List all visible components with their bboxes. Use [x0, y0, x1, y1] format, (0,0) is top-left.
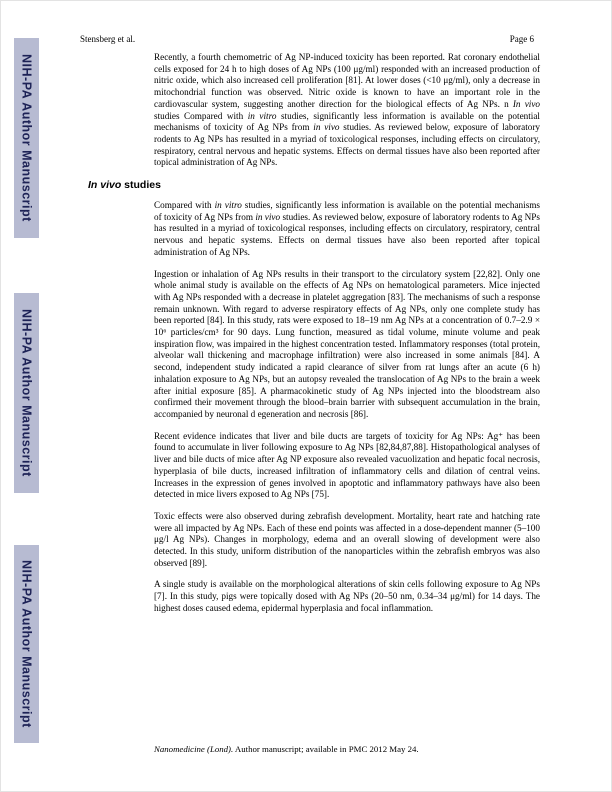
text-run: studies. As reviewed below, exposure of laboratory rodents to Ag NPs has resulted in a myriad of toxicological responses, including effects on circulatory, respiratory, central nervous and hepatic systems. Effects on dermal tissues have also been reported after topical administration of Ag NPs. — [154, 122, 540, 168]
nihpa-watermark-text: NIH-PA Author Manuscript — [19, 54, 34, 222]
running-header — [80, 34, 534, 44]
text-run: studies. As reviewed below, exposure of laboratory rodents to Ag NPs has resulted in a myriad of toxicological responses, including effects on circulatory, respiratory, central nervous and hepatic systems. Effects on dermal tissues have also been reported after topical administration of Ag NPs. — [154, 211, 540, 257]
paragraph — [154, 511, 540, 570]
paragraph — [154, 200, 540, 259]
text-run: in vivo — [255, 211, 281, 222]
paragraph — [154, 431, 540, 501]
text-run: Recent evidence indicates that liver and bile ducts are targets of toxicity for Ag NPs: Ag⁺ has been found to accumulate in liver following exposure to Ag NPs [82,84,87,88]. Histopathological analyses of liver and bile ducts of mice after Ag NP exposure also revealed vacuolization and hepatic focal necrosis, hyperplasia of bile ducts, increased infiltration of inflammatory cells and dilation of central veins. Increases in the expression of genes involved in apoptotic and inflammatory pathways have also been detected in mice livers exposed to Ag NPs [75]. — [154, 430, 540, 500]
text-run: In vivo — [88, 179, 122, 192]
paragraph-group — [88, 52, 540, 169]
text-run: in vivo — [313, 122, 340, 133]
text-run: Recently, a fourth chemometric of Ag NP-induced toxicity has been reported. Rat coronary endothelial cells exposed for 24 h to high doses of Ag NPs (100 μg/ml) responded with an increased production of nitric oxide, which also increased cell proliferation [81]. At lower doses (<10 μg/ml), only a decrease in mitochondrial function was observed. Nitric oxide is known to have an important role in the cardiovascular system, suggesting another direction for the biological effects of Ag NPs. n — [154, 52, 540, 109]
nihpa-watermark-text: NIH-PA Author Manuscript — [19, 309, 34, 477]
section-in-vivo-studies — [88, 179, 540, 615]
footer-citation — [154, 744, 419, 754]
paragraph — [154, 52, 540, 169]
text-run: Toxic effects were also observed during zebrafish development. Mortality, heart rate and hatching rate were all impacted by Ag NPs. Each of these end points was affected in a dose-dependent manner (5–100 μg/l Ag NPs). Changes in morphology, edema and an overall slowing of development were also detected. In this study, uniform distribution of the nanoparticles within the zebrafish embryos was also observed [89]. — [154, 510, 540, 568]
text-run: Ingestion or inhalation of Ag NPs results in their transport to the circulatory system [22,82]. Only one whole animal study is available on the effects of Ag NPs on hematological parameters. Mice injected with Ag NPs responded with a decrease in platelet aggregation [83]. The mechanisms of such a response remain unknown. With regard to adverse respiratory effects of Ag NPs, only one complete study has been reported [84]. In this study, rats were exposed to 18–19 nm Ag NPs at a concentration of 0.7–2.9 × 10⁶ particles/cm³ for 90 days. Lung function, measured as tidal volume, minute volume and peak inspiration flow, was impaired in the highest concentration tested. Inflammatory responses (total protein, alveolar wall thickening and macrophage infiltration) were also increased in some animals [84]. A second, independent study indicated a rapid clearance of silver from rat lungs after an acute (6 h) inhalation exposure to Ag NPs, but an autopsy revealed the translocation of Ag NPs to the brain a week after initial exposure [85]. A pharmacokinetic study of Ag NPs injected into the bloodstream also confirmed their movement through the blood–brain barrier with subsequent accumulation in the brain, accompanied by neuronal d egeneration and necrosis [86]. — [154, 268, 540, 419]
text-run: in vitro — [247, 110, 277, 121]
nihpa-watermark-text: NIH-PA Author Manuscript — [19, 560, 34, 728]
section-intro — [88, 52, 540, 169]
text-run: Author manuscript; available in PMC 2012 May 24. — [233, 744, 419, 754]
text-run: Compared with — [154, 200, 215, 211]
text-run: studies — [121, 179, 161, 192]
nihpa-watermark-bar — [14, 293, 39, 493]
text-run: studies, significantly less information is available on the potential mechanisms of toxicity of Ag NPs from — [154, 200, 540, 222]
text-run: A single study is available on the morphological alterations of skin cells following exposure to Ag NPs [7]. In this study, pigs were topically dosed with Ag NPs (20–50 nm, 0.34–34 μg/ml) for 14 days. The highest doses caused edema, epidermal hyperplasia and focal inflammation. — [154, 579, 540, 613]
page-body — [88, 52, 540, 625]
nihpa-watermark-bar — [14, 545, 39, 743]
nihpa-watermark-bar — [14, 38, 39, 238]
paragraph — [154, 269, 540, 421]
section-heading — [88, 179, 540, 191]
text-run: Nanomedicine (Lond). — [154, 744, 234, 754]
text-run: in vitro — [214, 200, 242, 211]
text-run: In vivo — [512, 98, 540, 109]
paragraph — [154, 579, 540, 614]
text-run: studies, significantly less information is available on the potential mechanisms of toxicity of Ag NPs from — [154, 110, 540, 133]
paragraph-group — [88, 200, 540, 615]
page-number: Page 6 — [509, 34, 534, 44]
text-run: studies Compared with — [154, 110, 248, 121]
running-head-author: Stensberg et al. — [80, 34, 136, 44]
